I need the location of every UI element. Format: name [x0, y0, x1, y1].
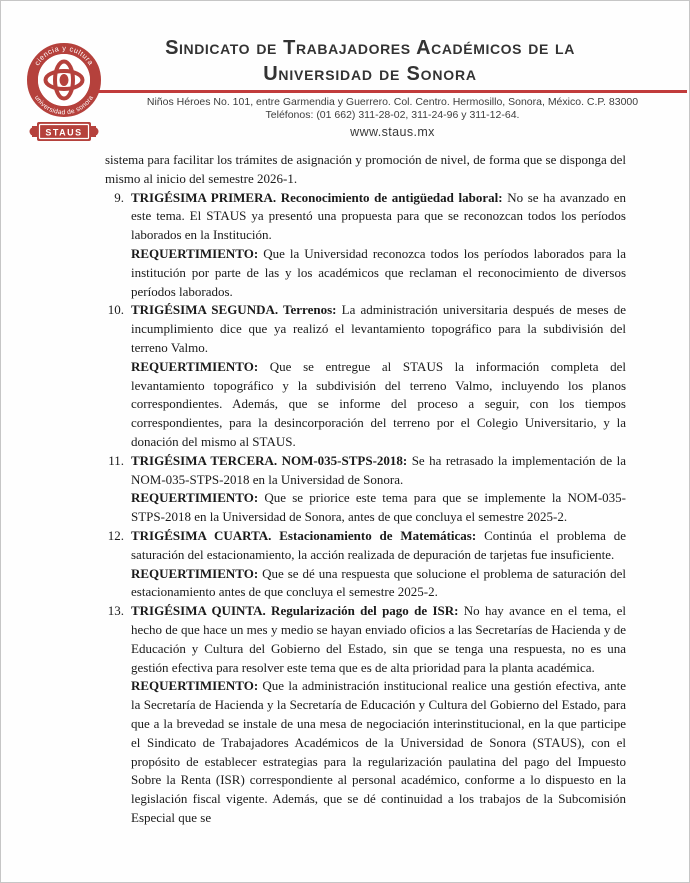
item-body-text: Continúa el problema de saturación del estacionamiento, la acción realizada de depuración de tarjetas fue insuficiente. — [131, 527, 627, 562]
item-paragraph — [131, 527, 626, 565]
item-paragraph — [131, 602, 626, 677]
item-requirement — [131, 245, 626, 301]
item-heading: TRIGÉSIMA PRIMERA. Reconocimiento de antigüedad laboral: — [131, 189, 503, 205]
item-number: 12. — [107, 527, 124, 543]
item-number: 11. — [108, 452, 124, 468]
item-heading: TRIGÉSIMA TERCERA. NOM-035-STPS-2018: — [131, 452, 408, 468]
address-line: Niños Héroes No. 101, entre Garmendia y Guerrero. Col. Centro. Hermosillo, Sonora, México. C.P. 83000 — [146, 96, 639, 108]
org-name-line1: Sindicato de Trabajadores Académicos de la — [165, 37, 575, 59]
logo-bottom-text: universidad de sonora — [32, 94, 96, 117]
requirement-label: REQUERTIMIENTO: — [131, 245, 259, 261]
org-name-line2: Universidad de Sonora — [263, 63, 477, 85]
letterhead-address — [96, 96, 689, 141]
item-heading: TRIGÉSIMA CUARTA. Estacionamiento de Matemáticas: — [131, 527, 477, 543]
list-item-10 — [105, 301, 626, 451]
requirement-body-text: Que la Universidad reconozca todos los períodos laborados para la institución por parte de las y los académicos que reclaman el reconocimiento de diversos períodos laborados. — [131, 245, 627, 299]
item-paragraph — [131, 189, 626, 245]
website-text: www.staus.mx — [350, 125, 435, 139]
item-number: 10. — [107, 302, 124, 318]
list-item-13 — [105, 602, 626, 828]
requirement-body-text: Que se dé una respuesta que solucione el problema de saturación del estacionamiento antes de que concluya el semestre 2025-2. — [131, 565, 627, 600]
item-number: 13. — [107, 603, 124, 619]
requirement-label: REQUERTIMIENTO: — [131, 358, 259, 374]
org-name — [103, 35, 637, 87]
requirement-label: REQUERTIMIENTO: — [131, 565, 259, 581]
item-requirement — [131, 489, 626, 527]
item-requirement — [131, 677, 626, 827]
list-item-9 — [105, 189, 626, 302]
item-body-text: No se ha avanzado en este tema. El STAUS ya presentó una propuesta para que se reconozcan todos los períodos laborados en la Institución. — [131, 189, 627, 243]
logo-banner-text: STAUS — [45, 127, 83, 138]
requirement-body-text: Que se priorice este tema para que se implemente la NOM-035-STPS-2018 en la Universidad de Sonora, antes de que concluya el semestre 2025-2. — [131, 490, 626, 525]
requirement-body-text: Que se entregue al STAUS la información completa del levantamiento topográfico y la subdivisión del terreno Valmo, incluyendo los planos correspondientes. Además, que se informe del proceso a seguir, con los tiempos correspondientes, para la desincorporación del terreno por el Colegio Universitario, y la donación del mismo al STAUS. — [131, 358, 627, 449]
item-heading: TRIGÉSIMA SEGUNDA. Terrenos: — [131, 302, 337, 318]
item-body-text: La administración universitaria después de meses de incumplimiento dice que ya realizó el levantamiento topográfico para la subdivisión del terreno Valmo. — [131, 302, 626, 355]
logo-top-text: ciencia y cultura — [32, 43, 96, 68]
phones-line: Teléfonos: (01 662) 311-28-02, 311-24-96 y 311-12-64. — [265, 109, 520, 121]
requirement-label: REQUERTIMIENTO: — [131, 490, 259, 506]
item-body-text: Se ha retrasado la implementación de la NOM-035-STPS-2018 en la Universidad de Sonora. — [131, 452, 626, 487]
item-requirement — [131, 565, 626, 603]
requirement-label: REQUERTIMIENTO: — [131, 678, 259, 694]
staus-logo — [25, 39, 103, 151]
item-number: 9. — [114, 189, 124, 205]
item-body-text: No hay avance en el tema, el hecho de que hace un mes y medio se hayan enviado oficios a las Secretarías de Hacienda y de Educación y Cultura del Gobierno del Estado, sin que se tenga una respuesta, no es una gestión efectiva para resolver este tema que es de alta prioridad para la planta académica. — [131, 603, 626, 675]
item-paragraph — [131, 301, 626, 357]
list-item-11 — [105, 452, 626, 527]
letterhead-divider — [98, 90, 687, 93]
item-requirement — [131, 358, 626, 452]
list-item-12 — [105, 527, 626, 602]
staus-seal-icon — [25, 39, 103, 151]
item-heading: TRIGÉSIMA QUINTA. Regularización del pago de ISR: — [131, 603, 459, 619]
item-paragraph — [131, 452, 626, 490]
requirement-body-text: Que la administración institucional realice una gestión efectiva, ante la Secretaría de Hacienda y la Secretaría de Educación y Cultura del Gobierno del Estado, para que a la brevedad se instale de una mesa de negociación interinstitucional, en la que participe el Sindicato de Trabajadores Académicos de la Universidad de Sonora (STAUS), con el propósito de establecer estrategias para la regularización paulatina del pago del Impuesto Sobre la Renta (ISR) correspondiente al personal académico, conforme a lo dispuesto en la legislación fiscal vigente. Además, que se dé continuidad a los trabajos de la Subcomisión Especial que se — [131, 678, 627, 825]
continuation-paragraph: sistema para facilitar los trámites de asignación y promoción de nivel, de forma que se disponga del mismo al inicio del semestre 2026-1. — [105, 152, 626, 186]
document-body — [105, 151, 626, 828]
